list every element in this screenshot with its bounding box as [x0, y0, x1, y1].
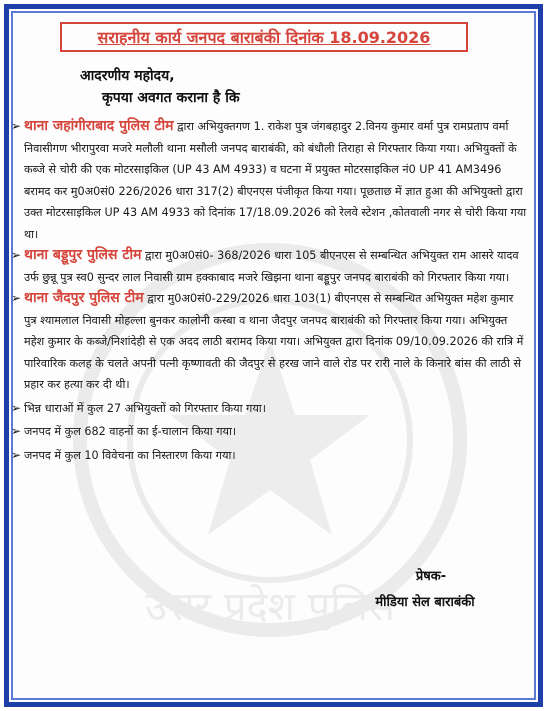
sender-block [340, 566, 510, 610]
list-item [11, 288, 528, 396]
summary-item [11, 445, 528, 467]
summary-text: जनपद में कुल 682 वाहनों का ई-चालान किया गया। [24, 425, 237, 438]
page-title: सराहनीय कार्य जनपद बाराबंकी दिनांक 18.09.2026 [60, 22, 468, 52]
item-text: द्वारा अभियुक्तगण 1. राकेश पुत्र जंगबहादुर 2.विनय कुमार वर्मा पुत्र रामप्रताप वर्मा निवासीगण भीरापुरवा मजरे मलौली थाना मसौली जनपद बाराबंकी, को बंधौली तिराहा से गिरफ्तार किया गया। अभियुक्तों के कब्जे से चोरी की एक मोटरसाइकिल (UP 43 AM 4933) व घटना में प्रयुक्त मोटरसाइकिल नं0 UP 41 AM3496 बरामद कर मु0अ0सं0 226/2026 धारा 317(2) बीएनएस पंजीकृत किया गया। पूछताछ में ज्ञात हुआ की अभियुक्तो द्वारा उक्त मोटरसाइकिल UP 43 AM 4933 को दिनांक 17/18.09.2026 को रेलवे स्टेशन ,कोतवाली नगर से चोरी किया गया था। [24, 120, 527, 241]
summary-item [11, 398, 528, 420]
summary-text: जनपद में कुल 10 विवेचना का निस्तारण किया गया। [24, 448, 236, 462]
station-name: थाना बड्डूपुर पुलिस टीम [24, 247, 142, 263]
station-name: थाना जैदपुर पुलिस टीम [24, 290, 144, 306]
media-cell-name: मीडिया सेल बाराबंकी [375, 595, 475, 610]
item-text: द्वारा मु0अ0सं0-229/2026 धारा 103(1) बीएनएस से सम्बन्धित अभियुक्त महेश कुमार पुत्र श्यामलाल निवासी मोहल्ला बुनकर कालोनी कस्बा व थाना जैदपुर जनपद बाराबंकी को गिरफ्तार किया गया। अभियुक्त महेश कुमार के कब्जे/निशांदेही से एक अदद लाठी बरामद किया गया। अभियुक्त द्वारा दिनांक 09/10.09.2026 की रात्रि में पारिवारिक कलह के चलते अपनी पत्नी कृष्णावती की जैदपुर से हरख जाने वाले रोड पर रारी नाले के किनारे बांस की लाठी से प्रहार कर हत्या कर दी थी। [24, 292, 524, 391]
summary-item [11, 421, 528, 443]
arrow-bullet-icon: ➢ [11, 248, 22, 262]
arrow-bullet-icon: ➢ [11, 447, 22, 462]
arrow-bullet-icon: ➢ [11, 424, 22, 438]
sender-label: प्रेषक- [415, 569, 447, 584]
arrow-bullet-icon: ➢ [11, 119, 22, 133]
list-item [11, 116, 528, 245]
item-text: द्वारा मु0अ0सं0- 368/2026 धारा 105 बीएनएस से सम्बन्धित अभियुक्त राम आसरे यादव उर्फ छुन्नू पुत्र स्व0 सुन्दर लाल निवासी ग्राम हक्काबाद मजरे खिझना थाना बड्डूपुर जनपद बाराबंकी को गिरफ्तार किया गया। [24, 249, 519, 284]
list-item [11, 245, 528, 288]
arrow-bullet-icon: ➢ [11, 291, 22, 305]
arrow-bullet-icon: ➢ [11, 400, 22, 415]
report-items [11, 116, 528, 466]
request-line: कृपया अवगत कराना है कि [102, 90, 240, 106]
summary-text: भिन्न धाराओं में कुल 27 अभियुक्तों को गिरफ्तार किया गया। [24, 401, 266, 415]
salutation: आदरणीय महोदय, [80, 68, 175, 84]
station-name: थाना जहांगीराबाद पुलिस टीम [24, 118, 174, 134]
